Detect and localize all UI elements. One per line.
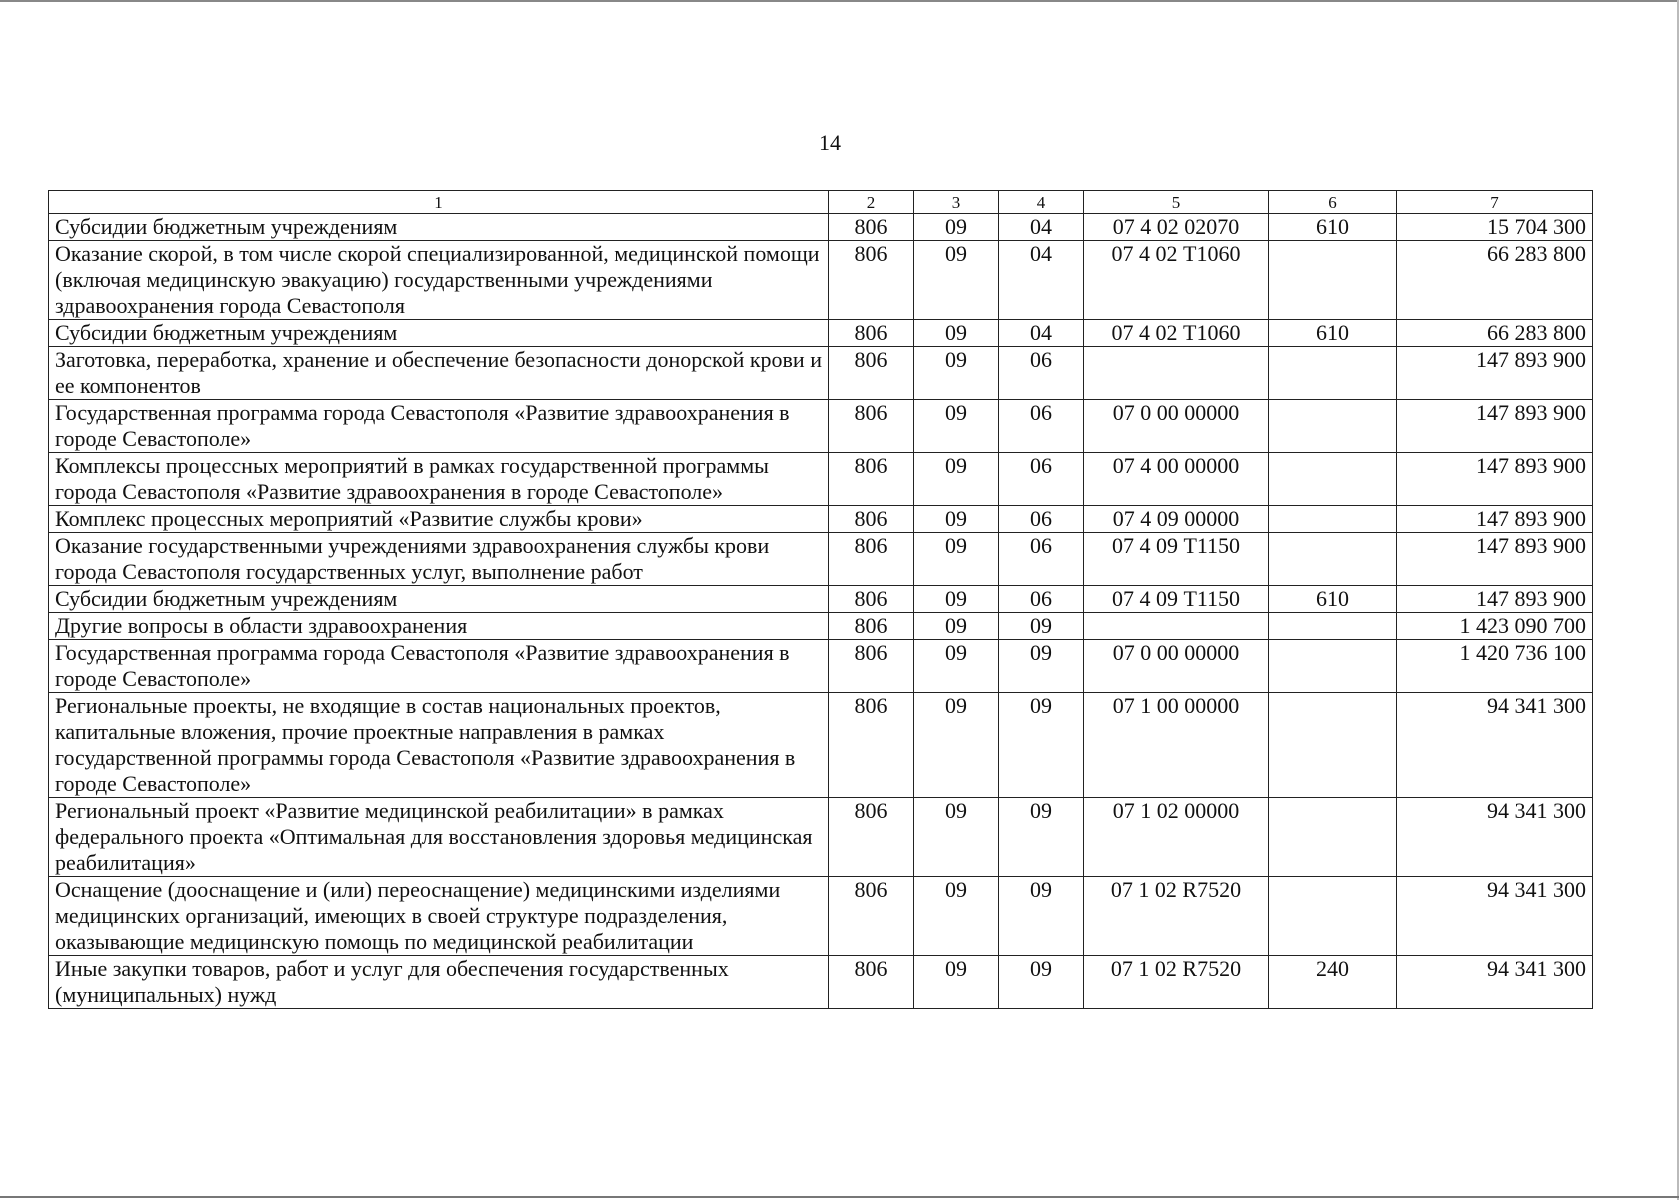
- cell-expense-type: [1269, 798, 1397, 877]
- cell-ministry-code: 806: [829, 320, 914, 347]
- cell-target-article: [1084, 613, 1269, 640]
- column-header: 3: [914, 191, 999, 214]
- cell-section: 09: [914, 613, 999, 640]
- cell-subsection: 04: [999, 241, 1084, 320]
- cell-section: 09: [914, 400, 999, 453]
- cell-name: Субсидии бюджетным учреждениям: [49, 320, 829, 347]
- table-row: [49, 877, 1593, 956]
- column-header: 4: [999, 191, 1084, 214]
- cell-target-article: 07 1 02 R7520: [1084, 956, 1269, 1009]
- cell-section: 09: [914, 640, 999, 693]
- cell-name: Другие вопросы в области здравоохранения: [49, 613, 829, 640]
- cell-subsection: 09: [999, 640, 1084, 693]
- cell-ministry-code: 806: [829, 877, 914, 956]
- cell-section: 09: [914, 506, 999, 533]
- cell-target-article: 07 1 00 00000: [1084, 693, 1269, 798]
- cell-subsection: 04: [999, 320, 1084, 347]
- cell-subsection: 06: [999, 506, 1084, 533]
- cell-section: 09: [914, 241, 999, 320]
- table-row: [49, 214, 1593, 241]
- cell-name: Региональный проект «Развитие медицинской реабилитации» в рамках федерального проекта «Оптимальная для восстановления здоровья медицинская реабилитация»: [49, 798, 829, 877]
- table-row: [49, 453, 1593, 506]
- header-row: [49, 191, 1593, 214]
- cell-amount: 1 420 736 100: [1397, 640, 1593, 693]
- cell-target-article: 07 1 02 00000: [1084, 798, 1269, 877]
- table-row: [49, 798, 1593, 877]
- cell-target-article: [1084, 347, 1269, 400]
- cell-subsection: 09: [999, 613, 1084, 640]
- cell-subsection: 06: [999, 533, 1084, 586]
- cell-subsection: 06: [999, 347, 1084, 400]
- cell-section: 09: [914, 693, 999, 798]
- cell-section: 09: [914, 533, 999, 586]
- table-row: [49, 400, 1593, 453]
- cell-section: 09: [914, 320, 999, 347]
- cell-section: 09: [914, 798, 999, 877]
- cell-ministry-code: 806: [829, 214, 914, 241]
- cell-section: 09: [914, 956, 999, 1009]
- cell-name: Государственная программа города Севастополя «Развитие здравоохранения в городе Севастополе»: [49, 400, 829, 453]
- cell-subsection: 09: [999, 798, 1084, 877]
- cell-expense-type: [1269, 400, 1397, 453]
- table-row: [49, 506, 1593, 533]
- cell-name: Субсидии бюджетным учреждениям: [49, 214, 829, 241]
- cell-target-article: 07 4 00 00000: [1084, 453, 1269, 506]
- cell-ministry-code: 806: [829, 533, 914, 586]
- cell-expense-type: [1269, 877, 1397, 956]
- cell-expense-type: [1269, 693, 1397, 798]
- cell-subsection: 09: [999, 693, 1084, 798]
- cell-expense-type: 240: [1269, 956, 1397, 1009]
- scan-edge-bottom: [0, 1196, 1679, 1198]
- cell-target-article: 07 4 02 Т1060: [1084, 241, 1269, 320]
- cell-amount: 15 704 300: [1397, 214, 1593, 241]
- table-row: [49, 613, 1593, 640]
- cell-ministry-code: 806: [829, 241, 914, 320]
- cell-expense-type: 610: [1269, 320, 1397, 347]
- cell-ministry-code: 806: [829, 613, 914, 640]
- cell-section: 09: [914, 453, 999, 506]
- cell-target-article: 07 4 02 02070: [1084, 214, 1269, 241]
- table-row: [49, 640, 1593, 693]
- cell-section: 09: [914, 214, 999, 241]
- cell-amount: 147 893 900: [1397, 400, 1593, 453]
- table-row: [49, 533, 1593, 586]
- budget-table: [48, 190, 1593, 1009]
- cell-amount: 147 893 900: [1397, 453, 1593, 506]
- table-row: [49, 241, 1593, 320]
- cell-expense-type: [1269, 640, 1397, 693]
- cell-name: Оснащение (дооснащение и (или) переоснащение) медицинскими изделиями медицинских организаций, имеющих в своей структуре подразделения, оказывающие медицинскую помощь по медицинской реабилитации: [49, 877, 829, 956]
- cell-ministry-code: 806: [829, 347, 914, 400]
- cell-ministry-code: 806: [829, 453, 914, 506]
- cell-ministry-code: 806: [829, 506, 914, 533]
- cell-amount: 147 893 900: [1397, 586, 1593, 613]
- column-header: 5: [1084, 191, 1269, 214]
- cell-subsection: 04: [999, 214, 1084, 241]
- column-header: 2: [829, 191, 914, 214]
- cell-subsection: 06: [999, 453, 1084, 506]
- column-header: 7: [1397, 191, 1593, 214]
- cell-amount: 94 341 300: [1397, 877, 1593, 956]
- cell-amount: 94 341 300: [1397, 693, 1593, 798]
- cell-amount: 94 341 300: [1397, 798, 1593, 877]
- cell-target-article: 07 4 09 00000: [1084, 506, 1269, 533]
- cell-expense-type: [1269, 506, 1397, 533]
- cell-name: Оказание государственными учреждениями здравоохранения службы крови города Севастополя государственных услуг, выполнение работ: [49, 533, 829, 586]
- cell-expense-type: 610: [1269, 586, 1397, 613]
- cell-section: 09: [914, 877, 999, 956]
- cell-name: Комплекс процессных мероприятий «Развитие службы крови»: [49, 506, 829, 533]
- cell-amount: 66 283 800: [1397, 320, 1593, 347]
- cell-name: Государственная программа города Севастополя «Развитие здравоохранения в городе Севастополе»: [49, 640, 829, 693]
- cell-name: Заготовка, переработка, хранение и обеспечение безопасности донорской крови и ее компонентов: [49, 347, 829, 400]
- cell-subsection: 06: [999, 400, 1084, 453]
- cell-section: 09: [914, 586, 999, 613]
- cell-ministry-code: 806: [829, 586, 914, 613]
- cell-name: Субсидии бюджетным учреждениям: [49, 586, 829, 613]
- cell-expense-type: [1269, 241, 1397, 320]
- cell-expense-type: [1269, 453, 1397, 506]
- column-header: 1: [49, 191, 829, 214]
- cell-ministry-code: 806: [829, 798, 914, 877]
- cell-ministry-code: 806: [829, 956, 914, 1009]
- cell-amount: 147 893 900: [1397, 506, 1593, 533]
- cell-subsection: 09: [999, 877, 1084, 956]
- cell-name: Оказание скорой, в том числе скорой специализированной, медицинской помощи (включая медицинскую эвакуацию) государственными учреждениями здравоохранения города Севастополя: [49, 241, 829, 320]
- cell-amount: 94 341 300: [1397, 956, 1593, 1009]
- cell-target-article: 07 1 02 R7520: [1084, 877, 1269, 956]
- cell-expense-type: [1269, 613, 1397, 640]
- cell-target-article: 07 4 09 Т1150: [1084, 533, 1269, 586]
- cell-expense-type: [1269, 533, 1397, 586]
- table-row: [49, 347, 1593, 400]
- cell-name: Региональные проекты, не входящие в состав национальных проектов, капитальные вложения, прочие проектные направления в рамках государственной программы города Севастополя «Развитие здравоохранения в городе Севастополе»: [49, 693, 829, 798]
- cell-target-article: 07 4 02 Т1060: [1084, 320, 1269, 347]
- cell-amount: 147 893 900: [1397, 533, 1593, 586]
- cell-amount: 147 893 900: [1397, 347, 1593, 400]
- cell-ministry-code: 806: [829, 693, 914, 798]
- table-row: [49, 693, 1593, 798]
- table-row: [49, 586, 1593, 613]
- cell-expense-type: [1269, 347, 1397, 400]
- table-row: [49, 320, 1593, 347]
- cell-ministry-code: 806: [829, 640, 914, 693]
- page-number: 14: [819, 130, 841, 155]
- cell-target-article: 07 0 00 00000: [1084, 400, 1269, 453]
- cell-target-article: 07 0 00 00000: [1084, 640, 1269, 693]
- cell-expense-type: 610: [1269, 214, 1397, 241]
- cell-section: 09: [914, 347, 999, 400]
- cell-target-article: 07 4 09 Т1150: [1084, 586, 1269, 613]
- table-row: [49, 956, 1593, 1009]
- cell-name: Комплексы процессных мероприятий в рамках государственной программы города Севастополя «Развитие здравоохранения в городе Севастополе»: [49, 453, 829, 506]
- cell-subsection: 06: [999, 586, 1084, 613]
- cell-amount: 1 423 090 700: [1397, 613, 1593, 640]
- cell-ministry-code: 806: [829, 400, 914, 453]
- cell-amount: 66 283 800: [1397, 241, 1593, 320]
- scan-edge-top: [0, 0, 1679, 2]
- cell-name: Иные закупки товаров, работ и услуг для обеспечения государственных (муниципальных) нужд: [49, 956, 829, 1009]
- column-header: 6: [1269, 191, 1397, 214]
- cell-subsection: 09: [999, 956, 1084, 1009]
